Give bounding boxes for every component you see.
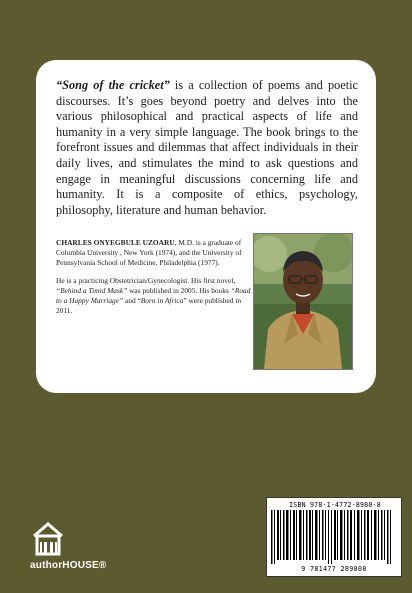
bio-text-a: He is a practicing Obstetrician/Gynecologist. His first novel, (56, 276, 236, 285)
barcode-bars (271, 510, 397, 564)
book-blurb (56, 78, 358, 218)
bio-text-b: was published in 2005. His books (127, 286, 231, 295)
author-photo (253, 233, 353, 370)
bio-paragraph-1 (56, 238, 252, 268)
bio-text-c: and “ (123, 296, 141, 305)
bio-paragraph-2 (56, 276, 252, 316)
publisher-name: authorHOUSE® (30, 560, 107, 571)
bio-text-d: ” were published in 2011. (56, 296, 242, 315)
book-title-2: “Road to a Happy Marriage” (56, 286, 251, 305)
isbn-barcode (266, 497, 402, 577)
author-name: CHARLES ONYEGBULE UZOARU (56, 238, 175, 247)
isbn-number: ISBN 978-1-4772-8980-8 (289, 501, 381, 509)
author-bio (56, 238, 252, 324)
book-title-3: Born in Africa (140, 296, 184, 305)
blurb-text: is a collection of poems and poetic discourses. It’s goes beyond poetry and delves into the various philosophical and practical aspects of life and humanity in a very simple language. The book brings to the forefront issues and dilemmas that affect individuals in their daily lives, and stimulates the mind to ask questions and engage in meaningful discussions concerning life and humanity. It is a composite of ethics, psychology, philosophy, literature and human behavior. (56, 78, 358, 217)
ean-number: 9 781477 289808 (301, 565, 367, 573)
book-title-1: “Behind a Timid Mask” (56, 286, 128, 295)
bio-education: , M.D. is a graduate of Columbia University , New York (1974), and the University of Pennsylvania School of Medicine, Philadelphia (1977). (56, 238, 242, 267)
book-title: “Song of the cricket” (56, 78, 170, 92)
text-panel (36, 60, 376, 393)
